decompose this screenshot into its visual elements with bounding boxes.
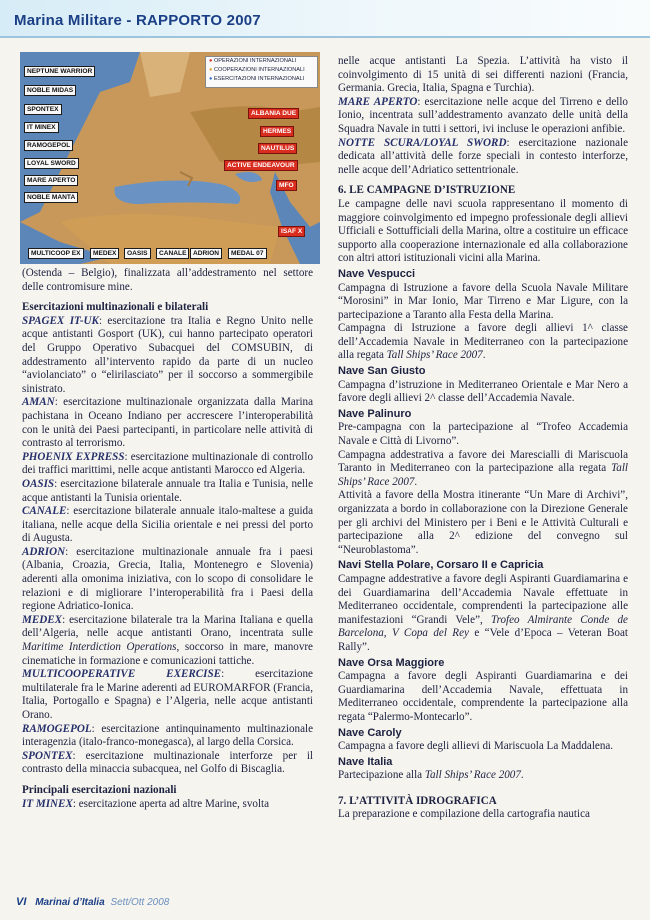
entry-mare-aperto (338, 96, 628, 137)
entry-aman (22, 396, 313, 450)
entry-text: : esercitazione nelle acque del Tirreno e dello Ionio, incentrata sull’addestramento avanzato delle unità della Squadra Navale in tutti i settori, ivi incluse le operazioni anfibie. (338, 95, 628, 135)
entry-adrion (22, 546, 313, 614)
palinuro-text-1: Pre-campagna con la partecipazione al “Trofeo Accademia Navale e Città di Livorno”. (338, 421, 628, 448)
intro-text: (Ostenda – Belgio), finalizzata all’addestramento nel settore delle contromisure mine. (22, 267, 313, 293)
tag-loyal-sword: LOYAL SWORD (24, 158, 79, 169)
page-number: VI (16, 896, 27, 908)
italia-text: Partecipazione alla Tall Ships’ Race 2007. (338, 769, 524, 782)
tag-nautilus: NAUTILUS (258, 143, 297, 154)
page-header (0, 0, 650, 40)
ship-heading-orsa-maggiore: Nave Orsa Maggiore (338, 656, 445, 669)
tag-isaf-x: ISAF X (278, 226, 305, 237)
entry-text: , soccorso in mare, manovre cinematiche in formazione e comunicazioni tattiche. (22, 641, 313, 667)
entry-title: PHOENIX EXPRESS (22, 450, 125, 463)
tag-albania-due: ALBANIA DUE (248, 108, 299, 119)
orsa-maggiore-text: Campagna a favore degli Aspiranti Guardiamarina e dei Guardiamarina dell’Accademia Navale, effettuata in Mediterraneo occidentale, comprendente la partecipazione alla regata “Palermo-Montecarlo”. (338, 670, 628, 723)
entry-text: : esercitazione bilaterale tra la Marina Italiana e quella dell’Algeria, nelle acque antistanti Orano, incentrata sulle (22, 613, 313, 640)
entry-multicoop (22, 668, 313, 722)
entry-title: MEDEX (22, 613, 63, 626)
entry-text: : esercitazione bilaterale annuale italo-maltese a guida italiana, nelle acque della Sicilia orientale e nei pressi del porto di Augusta. (22, 505, 313, 545)
tag-mare-aperto: MARE APERTO (24, 175, 78, 186)
right-column (338, 55, 628, 822)
tag-noble-midas: NOBLE MIDAS (24, 85, 76, 96)
ship-heading-caroly: Nave Caroly (338, 726, 402, 739)
entry-title: RAMOGEPOL (22, 722, 92, 735)
tag-canale: CANALE (156, 248, 189, 259)
operations-map (20, 52, 320, 264)
tag-medal-07: MEDAL 07 (228, 248, 267, 259)
palinuro-text-2: Campagna addestrativa a favore dei Marescialli di Mariscuola Taranto in Mediterraneo con la partecipazione alla regata Tall Ships’ Race 2007. (338, 448, 628, 488)
entry-oasis (22, 478, 313, 505)
entry-text: : esercitazione bilaterale annuale tra Italia e Tunisia, nelle acque antistanti la Tunisia orientale. (22, 477, 313, 504)
entry-text: : esercitazione multilaterale fra le Marine aderenti ad EUROMARFOR (Francia, Italia, Portogallo e Spagna) e l’Algeria, nelle acque antistanti Orano. (22, 668, 313, 721)
stella-polare-text: Campagne addestrative a favore degli Aspiranti Guardiamarina e dei Guardiamarina dell’Accademia Navale effettuate in Mediterraneo occidentale, comprendenti la partecipazione alle manifestazioni “Grandi Vele”, Trofeo Almirante Conde de Barcelona, V Copa del Rey e “Vele d’Epoca – Veteran Boat Rally”. (338, 572, 628, 653)
legend-swatch: ● (209, 76, 213, 82)
tag-adrion: ADRION (190, 248, 222, 259)
legend-item-esercitazioni: ● ESERCITAZIONI INTERNAZIONALI (209, 76, 305, 82)
entry-notte-scura (338, 137, 628, 178)
campagne-intro: Le campagne delle navi scuola rappresentano il momento di maggiore coinvolgimento ed impegno professionale degli allievi Ufficiali e Sottufficiali della Marina, oltre a costituire un efficace supporto alla cooperazione internazionale ed alla collaborazione con altri attori istituzionali vicini alla Marina. (338, 197, 628, 265)
header-title: Marina Militare - RAPPORTO 2007 (14, 12, 261, 29)
tag-multicoop-ex: MULTICOOP EX (28, 248, 84, 259)
legend-item-operazioni: ● OPERAZIONI INTERNAZIONALI (209, 58, 297, 64)
entry-title: IT MINEX (22, 797, 73, 810)
section-heading-6: 6. LE CAMPAGNE D’ISTRUZIONE (338, 184, 516, 197)
entry-title: AMAN (22, 396, 55, 409)
san-giusto-text: Campagna d’istruzione in Mediterraneo Orientale e Mar Nero a favore degli allievi 2^ classe dell’Accademia Navale. (338, 378, 628, 405)
entry-text: : esercitazione multinazionale annuale fra i paesi (Albania, Croazia, Grecia, Italia, Montenegro e Slovenia) aderenti alla omonima iniziativa, con lo scopo di consolidare le relazioni e di migliorare l’interoperabilità fra i Paesi della regione Adriatico-Ionica. (22, 545, 313, 613)
tag-mfo: MFO (276, 180, 297, 191)
entry-spontex (22, 750, 313, 777)
header-divider (0, 36, 650, 38)
tag-neptune-warrior: NEPTUNE WARRIOR (24, 66, 95, 77)
entry-medex (22, 614, 313, 668)
entry-italic: Maritime Interdiction Operations (22, 641, 177, 654)
entry-canale (22, 505, 313, 546)
palinuro-text-3: Attività a favore della Mostra itinerante “Un Mare di Archivi”, organizzata a bordo in collaborazione con la Direzione Generale per gli archivi del Ministero per i Beni e le Attività Culturali e partecipazione alla 2^ edizione del convegno sul “Neuroblastoma”. (338, 489, 628, 556)
entry-spagex (22, 315, 313, 397)
tag-medex: MEDEX (90, 248, 119, 259)
ship-heading-san-giusto: Nave San Giusto (338, 365, 426, 378)
legend-swatch: ● (209, 67, 213, 73)
idrografica-text: La preparazione e compilazione della cartografia nautica (338, 808, 590, 821)
tag-spontex: SPONTEX (24, 104, 62, 115)
entry-text: : esercitazione antinquinamento multinazionale interagenzia (italo-franco-monegasca), al largo della Corsica. (22, 722, 313, 749)
page-footer (16, 896, 169, 908)
entry-title: NOTTE SCURA/LOYAL SWORD (338, 136, 507, 149)
tag-oasis: OASIS (124, 248, 151, 259)
entry-text: : esercitazione tra Italia e Regno Unito nelle acque antistanti Gosport (UK), cui hanno partecipato operatori del Gruppo Operativo Subacquei del COMSUBIN, di addestramento all’intervento rapido da parte di un nucleo “aviolanciato” o “elirilasciato” per il soccorso a sommergibile sinistrato. (22, 314, 313, 395)
section-heading-nazionali: Principali esercitazioni nazionali (22, 783, 177, 796)
entry-title: ADRION (22, 545, 66, 558)
ship-heading-stella-polare: Navi Stella Polare, Corsaro II e Capricia (338, 559, 544, 572)
entry-title: CANALE (22, 505, 67, 518)
section-heading-multinazionali: Esercitazioni multinazionali e bilaterali (22, 301, 209, 314)
tag-it-minex: IT MINEX (24, 122, 59, 133)
continuation-text: nelle acque antistanti La Spezia. L’attività ha visto il coinvolgimento di 15 unità di sei differenti nazioni (Francia, Germania. Grecia, Italia, Spagna e Turchia). (338, 55, 628, 95)
entry-ramogepol (22, 723, 313, 750)
vespucci-text-2: Campagna di Istruzione a favore degli allievi 1^ classe dell’Accademia Navale in Mediterraneo con la partecipazione alla regata Tall Ships’ Race 2007. (338, 322, 628, 362)
entry-text: : esercitazione multinazionale di controllo dei traffici marittimi, nelle acque antistanti Marocco ed Algeria. (22, 450, 313, 477)
section-heading-7: 7. L’ATTIVITÀ IDROGRAFICA (338, 794, 497, 807)
entry-text: : esercitazione aperta ad altre Marine, svolta (72, 797, 270, 810)
entry-text: : esercitazione multinazionale interforze per il contrasto della minaccia subacquea, nel Golfo di Biscaglia. (22, 749, 313, 776)
entry-title: OASIS (22, 477, 55, 490)
map-legend (205, 56, 318, 88)
left-column (22, 267, 313, 811)
entry-phoenix (22, 451, 313, 478)
tag-hermes: HERMES (260, 126, 294, 137)
entry-text: : esercitazione nazionale dedicata all’attività delle forze speciali in contesto interforze, nelle acque dell’Adriatico settentrionale. (338, 136, 629, 176)
entry-title: SPAGEX IT-UK (22, 314, 99, 327)
entry-text: : esercitazione multinazionale organizzata dalla Marina pachistana in Oceano Indiano per accrescere l’interoperabilità con le unità dei Paesi partecipanti, in particolare nelle attività di contrasto al terrorismo. (22, 396, 313, 450)
legend-swatch: ● (209, 58, 213, 64)
entry-title: MARE APERTO (338, 95, 418, 108)
ship-heading-vespucci: Nave Vespucci (338, 267, 416, 280)
tag-active-endeavour: ACTIVE ENDEAVOUR (224, 160, 298, 171)
ship-heading-italia: Nave Italia (338, 755, 393, 768)
tag-noble-manta: NOBLE MANTA (24, 192, 78, 203)
ship-heading-palinuro: Nave Palinuro (338, 407, 412, 420)
tag-ramogepol: RAMOGEPOL (24, 140, 73, 151)
entry-title: SPONTEX (22, 749, 73, 762)
legend-item-cooperazioni: ● COOPERAZIONI INTERNAZIONALI (209, 67, 305, 73)
magazine-name: Marinai d’Italia (35, 897, 105, 908)
caroly-text: Campagna a favore degli allievi di Mariscuola La Maddalena. (338, 740, 614, 753)
entry-title: MULTICOOPERATIVE EXERCISE (22, 668, 222, 681)
vespucci-text-1: Campagna di Istruzione a favore della Scuola Navale Militare “Morosini” in Mar Ionio, Mar Tirreno e Mar Ligure, con la partecipazione a Taranto alla Festa della Marina. (338, 281, 628, 321)
issue-date: Sett/Ott 2008 (110, 897, 170, 908)
entry-itminex (22, 798, 313, 812)
